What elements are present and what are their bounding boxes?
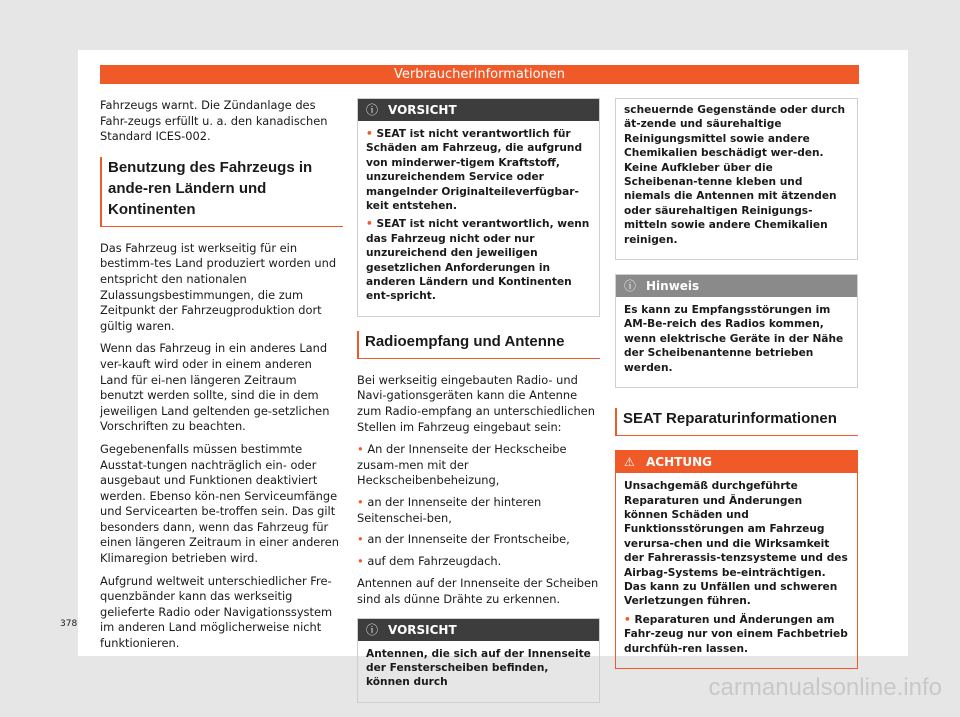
paragraph: Das Fahrzeug ist werkseitig für ein bestimm-tes Land produziert worden und entspricht den nationalen Zulassungsbestimmungen, die zum Zeitpunkt der Fahrzeugproduktion dort gültig waren. — [100, 240, 337, 333]
bullet-icon: • — [357, 532, 368, 547]
list-item: • An der Innenseite der Heckscheibe zusam-men mit der Heckscheibenbeheizung, — [357, 442, 567, 488]
page-header — [100, 65, 859, 84]
paragraph: Gegebenenfalls müssen bestimmte Ausstat-tungen nachträglich ein- oder ausgebaut und Funktionen deaktiviert werden. Ebenso kön-nen Serviceumfänge und Servicearten be-troffen sein. Das gilt besonders dann, wenn das Fahrzeug für einen längeren Zeitraum in einer anderen Klimaregion betrieben wird. — [100, 441, 339, 566]
caution-box-header — [358, 99, 599, 121]
warning-item: • Reparaturen und Änderungen am Fahr-zeug nur von einem Fachbetrieb durchfüh-ren lassen. — [624, 613, 848, 655]
caution-item: • SEAT ist nicht verantwortlich, wenn das Fahrzeug nicht oder nur unzureichend den jeweiligen gesetzlichen Anforderungen in anderen Ländern und Kontinenten ent-spricht. — [366, 218, 590, 303]
caution-label: VORSICHT — [388, 622, 457, 637]
header-title: Verbraucherinformationen — [393, 67, 566, 82]
column-right — [615, 98, 858, 683]
warning-label: ACHTUNG — [646, 455, 712, 470]
watermark: carmanualsonline.info — [708, 674, 942, 701]
paragraph: Fahrzeugs warnt. Die Zündanlage des Fahr-zeugs erfüllt u. a. den kanadischen Standard ICES-002. — [100, 98, 328, 144]
list-item: • an der Innenseite der Frontscheibe, — [357, 532, 570, 547]
warning-box-header — [616, 451, 857, 473]
section-title-radio: Radioempfang und Antenne — [357, 331, 600, 359]
section-title-repair: SEAT Reparaturinformationen — [615, 408, 858, 436]
warning-triangle-icon: ⚠ — [624, 455, 635, 470]
hint-label: Hinweis — [646, 279, 700, 294]
list-item: • auf dem Fahrzeugdach. — [357, 553, 502, 568]
bullet-icon: • — [366, 218, 377, 231]
caution-text: Antennen, die sich auf der Innenseite der Fensterscheiben befinden, können durch — [366, 647, 591, 689]
bullet-icon: • — [357, 553, 368, 568]
paragraph: Bei werkseitig eingebauten Radio- und Navi-gationsgeräten kann die Antenne zum Radio-empfang an unterschiedlichen Stellen im Fahrzeug eingebaut sein: — [357, 372, 595, 434]
warning-text: Unsachgemäß durchgeführte Reparaturen und Änderungen können Schäden und Funktionsstörungen am Fahrzeug verursa-chen und die Wirksamkeit der Fahrerassis-tenzsysteme und des Airbag-Systems be-einträchtigen. Das kann zu Unfällen und schweren Verletzungen führen. — [624, 480, 848, 608]
caution-item: • SEAT ist nicht verantwortlich für Schäden am Fahrzeug, die aufgrund von minderwer-tigem Kraftstoff, unzureichendem Service oder mangelnder Originalteileverfügbar-keit entstehen. — [366, 128, 583, 213]
caution-text: scheuernde Gegenstände oder durch ät-zende und säurehaltige Reinigungsmittel sowie andere Chemikalien beschädigt wer-den. Keine Aufkleber über die Scheibenan-tenne kleben und niemals die Antennen mit ätzenden oder säurehaltigen Reinigungs-mitteln sowie andere Chemikalien reinigen. — [624, 104, 846, 246]
caution-label: VORSICHT — [388, 103, 457, 117]
caution-box — [357, 98, 600, 317]
bullet-icon: • — [624, 613, 635, 626]
column-middle — [357, 98, 600, 717]
section-title-foreign-use: Benutzung des Fahrzeugs in ande-ren Ländern und Kontinenten — [100, 157, 343, 227]
hint-box-header — [616, 275, 857, 297]
list-item: • an der Innenseite der hinteren Seitenschei-ben, — [357, 495, 542, 525]
bullet-icon: • — [357, 495, 368, 510]
page-number: 378 — [60, 619, 78, 629]
column-left — [100, 98, 343, 659]
hint-text: Es kann zu Empfangsstörungen im AM-Be-reich des Radios kommen, wenn elektrische Geräte in der Nähe der Scheibenantenne betrieben werden. — [624, 304, 844, 374]
caution-box-continued — [615, 98, 858, 260]
paragraph: Antennen auf der Innenseite der Scheiben sind als dünne Drähte zu erkennen. — [357, 576, 599, 606]
bullet-icon: • — [366, 128, 377, 140]
info-circle-icon: ⓘ — [366, 103, 379, 117]
info-circle-icon: ⓘ — [366, 622, 379, 637]
hint-box — [615, 274, 858, 388]
bullet-icon: • — [357, 442, 368, 457]
antenna-location-list — [357, 442, 600, 569]
caution-box-header — [358, 619, 599, 641]
note-icon: ⓘ — [624, 279, 637, 294]
paragraph: Wenn das Fahrzeug in ein anderes Land ver-kauft wird oder in einem anderen Land für ei-nen längeren Zeitraum benutzt werden sollte, sind die in dem jeweiligen Land geltenden ge-setzlichen Vorschriften zu beachten. — [100, 341, 330, 434]
paragraph: Aufgrund weltweit unterschiedlicher Fre-quenzbänder kann das werkseitig gelieferte Radio oder Navigationssystem im anderen Land möglicherweise nicht funktionieren. — [100, 573, 333, 651]
warning-box — [615, 450, 858, 669]
